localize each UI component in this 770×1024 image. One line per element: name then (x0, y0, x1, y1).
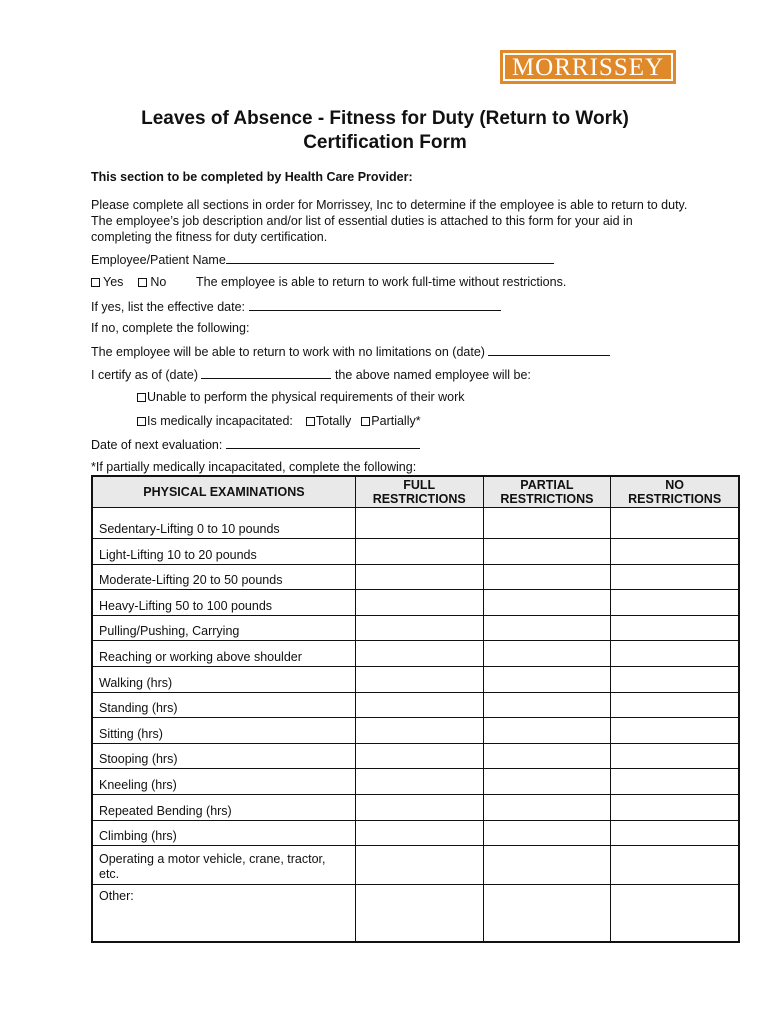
table-row (92, 666, 739, 692)
full-restrictions-cell[interactable] (355, 564, 483, 590)
table-row (92, 769, 739, 795)
effective-date-field[interactable] (249, 298, 501, 311)
table-row (92, 820, 739, 846)
table-row (92, 641, 739, 667)
table-row (92, 718, 739, 744)
no-restrictions-cell[interactable] (611, 846, 739, 885)
partial-note: *If partially medically incapacitated, complete the following: (91, 460, 417, 474)
section-heading: This section to be completed by Health Care Provider: (91, 170, 413, 184)
exam-item-label: Reaching or working above shoulder (92, 641, 355, 667)
employee-name-field[interactable] (226, 251, 554, 264)
partial-restrictions-cell[interactable] (483, 769, 611, 795)
full-restrictions-cell[interactable] (355, 539, 483, 565)
header-partial-restrictions: PARTIAL RESTRICTIONS (483, 476, 611, 508)
table-row (92, 508, 739, 539)
certify-label-a: I certify as of (date) (91, 368, 198, 382)
logo-text: MORRISSEY (511, 53, 665, 81)
effective-date-label: If yes, list the effective date: (91, 300, 246, 314)
partial-restrictions-cell[interactable] (483, 846, 611, 885)
full-restrictions-cell[interactable] (355, 769, 483, 795)
form-title (0, 107, 770, 155)
exam-item-label: Other: (92, 885, 355, 943)
incapacitated-checkbox[interactable] (137, 417, 146, 426)
yes-label: Yes (103, 275, 124, 289)
no-restrictions-cell[interactable] (611, 820, 739, 846)
exam-item-label: Moderate-Lifting 20 to 50 pounds (92, 564, 355, 590)
effective-date-row (91, 298, 501, 315)
partial-restrictions-cell[interactable] (483, 564, 611, 590)
no-restrictions-cell[interactable] (611, 885, 739, 943)
full-restrictions-cell[interactable] (355, 590, 483, 616)
partial-restrictions-cell[interactable] (483, 692, 611, 718)
unable-label: Unable to perform the physical requirements of their work (147, 390, 465, 404)
no-restrictions-cell[interactable] (611, 539, 739, 565)
next-eval-date-field[interactable] (226, 436, 420, 449)
partial-restrictions-cell[interactable] (483, 590, 611, 616)
totally-checkbox[interactable] (306, 417, 315, 426)
exam-item-label: Walking (hrs) (92, 666, 355, 692)
partial-restrictions-cell[interactable] (483, 508, 611, 539)
table-header-row (92, 476, 739, 508)
no-restrictions-cell[interactable] (611, 718, 739, 744)
partially-checkbox[interactable] (361, 417, 370, 426)
no-restrictions-cell[interactable] (611, 615, 739, 641)
full-restrictions-cell[interactable] (355, 743, 483, 769)
table-row (92, 615, 739, 641)
if-no-label: If no, complete the following: (91, 321, 250, 335)
full-restrictions-cell[interactable] (355, 820, 483, 846)
intro-paragraph: Please complete all sections in order for Morrissey, Inc to determine if the employee is able to return to duty. The employee’s job description and/or list of essential duties is attached to this form for your aid in completing the fitness for duty certification. (91, 198, 688, 244)
certify-label-b: the above named employee will be: (334, 368, 531, 382)
table-row (92, 743, 739, 769)
no-label: No (150, 275, 167, 289)
exam-item-label: Kneeling (hrs) (92, 769, 355, 795)
no-restrictions-cell[interactable] (611, 666, 739, 692)
full-restrictions-cell[interactable] (355, 666, 483, 692)
table-row (92, 590, 739, 616)
next-eval-label: Date of next evaluation: (91, 438, 223, 452)
exam-item-label: Pulling/Pushing, Carrying (92, 615, 355, 641)
full-restrictions-cell[interactable] (355, 885, 483, 943)
no-checkbox[interactable] (138, 278, 147, 287)
partial-restrictions-cell[interactable] (483, 666, 611, 692)
full-restrictions-cell[interactable] (355, 508, 483, 539)
header-full-restrictions: FULL RESTRICTIONS (355, 476, 483, 508)
form-title-line1: Leaves of Absence - Fitness for Duty (Return to Work) (141, 108, 629, 129)
no-limitations-date-field[interactable] (488, 343, 610, 356)
no-restrictions-cell[interactable] (611, 769, 739, 795)
exam-item-label: Climbing (hrs) (92, 820, 355, 846)
certify-date-field[interactable] (201, 366, 331, 379)
table-row (92, 539, 739, 565)
exam-item-label: Repeated Bending (hrs) (92, 794, 355, 820)
incapacitated-row (137, 413, 421, 429)
partial-restrictions-cell[interactable] (483, 794, 611, 820)
no-restrictions-cell[interactable] (611, 641, 739, 667)
partially-label: Partially* (371, 414, 421, 428)
form-title-line2: Certification Form (303, 132, 467, 153)
table-row (92, 885, 739, 943)
partial-restrictions-cell[interactable] (483, 885, 611, 943)
header-no-restrictions: NO RESTRICTIONS (611, 476, 739, 508)
totally-label: Totally (315, 414, 352, 428)
full-restrictions-cell[interactable] (355, 615, 483, 641)
full-restrictions-cell[interactable] (355, 641, 483, 667)
certify-row (91, 366, 531, 383)
partial-restrictions-cell[interactable] (483, 539, 611, 565)
physical-exam-table (91, 475, 740, 943)
exam-item-label: Standing (hrs) (92, 692, 355, 718)
logo-frame (503, 53, 673, 81)
yes-no-row (91, 274, 166, 290)
header-physical-exams: PHYSICAL EXAMINATIONS (92, 476, 355, 508)
exam-item-label: Heavy-Lifting 50 to 100 pounds (92, 590, 355, 616)
next-eval-row (91, 436, 420, 453)
exam-item-label: Sedentary-Lifting 0 to 10 pounds (92, 508, 355, 539)
unable-checkbox[interactable] (137, 393, 146, 402)
return-fulltime-text: The employee is able to return to work full-time without restrictions. (196, 275, 567, 289)
table-row (92, 846, 739, 885)
table-row (92, 794, 739, 820)
exam-item-label: Stooping (hrs) (92, 743, 355, 769)
exam-item-label: Light-Lifting 10 to 20 pounds (92, 539, 355, 565)
partial-restrictions-cell[interactable] (483, 718, 611, 744)
no-restrictions-cell[interactable] (611, 794, 739, 820)
full-restrictions-cell[interactable] (355, 692, 483, 718)
no-limitations-label: The employee will be able to return to work with no limitations on (date) (91, 345, 485, 359)
unable-row (137, 389, 465, 405)
partial-restrictions-cell[interactable] (483, 743, 611, 769)
full-restrictions-cell[interactable] (355, 846, 483, 885)
no-limitations-row (91, 343, 610, 360)
employee-name-label: Employee/Patient Name (91, 253, 226, 267)
no-restrictions-cell[interactable] (611, 508, 739, 539)
exam-item-label: Operating a motor vehicle, crane, tractor, etc. (92, 846, 355, 885)
partial-restrictions-cell[interactable] (483, 820, 611, 846)
partial-restrictions-cell[interactable] (483, 615, 611, 641)
employee-name-row (91, 251, 554, 268)
exam-item-label: Sitting (hrs) (92, 718, 355, 744)
full-restrictions-cell[interactable] (355, 794, 483, 820)
no-restrictions-cell[interactable] (611, 564, 739, 590)
full-restrictions-cell[interactable] (355, 718, 483, 744)
company-logo (500, 50, 676, 84)
no-restrictions-cell[interactable] (611, 590, 739, 616)
yes-checkbox[interactable] (91, 278, 100, 287)
table-row (92, 692, 739, 718)
incapacitated-label: Is medically incapacitated: (147, 414, 293, 428)
partial-restrictions-cell[interactable] (483, 641, 611, 667)
table-row (92, 564, 739, 590)
no-restrictions-cell[interactable] (611, 743, 739, 769)
no-restrictions-cell[interactable] (611, 692, 739, 718)
